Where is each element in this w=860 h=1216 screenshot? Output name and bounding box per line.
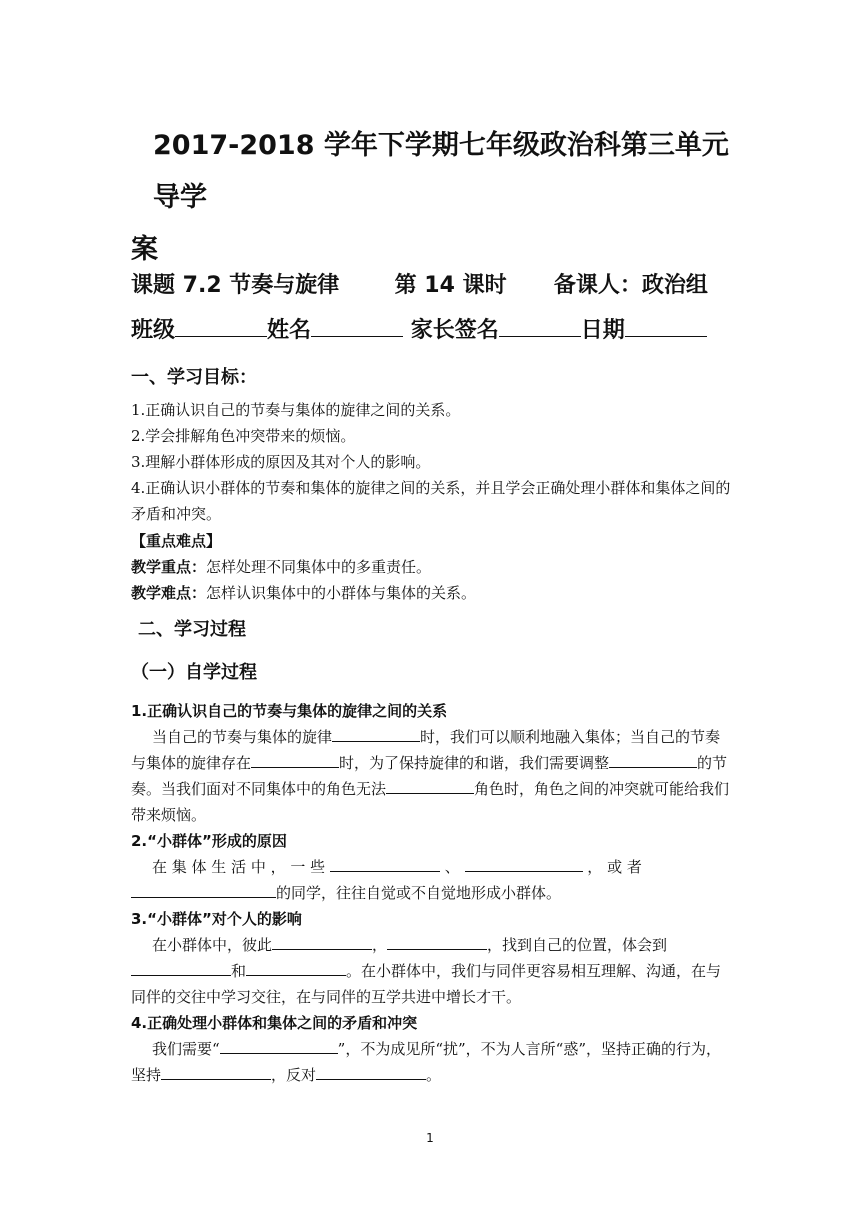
fill-blank[interactable]: [246, 960, 346, 976]
difficulty-text: 怎样认识集体中的小群体与集体的关系。: [206, 584, 477, 602]
fill-blank[interactable]: [161, 1064, 271, 1080]
goal-item: 2.学会排解角色冲突带来的烦恼。: [131, 427, 356, 445]
goal-item: 4.正确认识小群体的节奏和集体的旋律之间的关系，并且学会正确处理小群体和集体之间的矛盾和冲突。: [131, 479, 731, 523]
name-label: 姓名: [267, 318, 312, 343]
class-blank[interactable]: [175, 314, 267, 337]
fill-blank[interactable]: [131, 960, 231, 976]
key-points: [131, 528, 731, 606]
section-4-text: 我们需要“ ”，不为成见所“扰”，不为人言所“惑”，坚持正确的行为，坚持 ，反对 。: [131, 1040, 722, 1084]
fill-blank[interactable]: [609, 752, 697, 768]
preparer-label: 备课人：政治组: [553, 273, 708, 298]
section-3-text: 在小群体中，彼此 ， ，找到自己的位置，体会到和 。在小群体中，我们与同伴更容易相互理解、沟通，在与同伴的交往中学习交往，在与同伴的互学共进中增长才干。: [131, 936, 722, 1006]
student-info-line: [131, 313, 731, 344]
date-label: 日期: [580, 318, 625, 343]
fill-blank[interactable]: [220, 1038, 338, 1054]
self-study-heading: （一）自学过程: [131, 662, 257, 683]
section-2-text: 在 集 体 生 活 中 ， 一 些 、 ， 或 者 的同学，往往自觉或不自觉地形成小群体。: [131, 854, 731, 906]
fill-blank[interactable]: [332, 726, 420, 742]
section-1-text: 当自己的节奏与集体的旋律 时，我们可以顺利地融入集体；当自己的节奏与集体的旋律存在 时，为了保持旋律的和谐，我们需要调整 的节奏。当我们面对不同集体中的角色无法 角色时，角色之间的冲突就可能给我们带来烦恼。: [131, 728, 730, 824]
title-line-2: 案: [131, 234, 158, 265]
parent-signature-label: 家长签名: [410, 318, 499, 343]
date-blank[interactable]: [625, 314, 707, 337]
fill-blank[interactable]: [316, 1064, 426, 1080]
document-title: [131, 120, 731, 276]
fill-blank[interactable]: [465, 856, 583, 872]
page-number: 1: [426, 1131, 434, 1145]
section-4: [131, 1010, 731, 1088]
fill-blank[interactable]: [387, 934, 487, 950]
goals-list: [131, 397, 731, 527]
key-heading: 【重点难点】: [131, 532, 222, 550]
section-2-title: 2.“小群体”形成的原因: [131, 832, 287, 850]
section-1-title: 1.正确认识自己的节奏与集体的旋律之间的关系: [131, 702, 448, 720]
goals-heading: 一、学习目标：: [131, 367, 257, 388]
title-line-1: 2017-2018 学年下学期七年级政治科第三单元导学: [153, 130, 729, 213]
section-4-title: 4.正确处理小群体和集体之间的矛盾和冲突: [131, 1014, 418, 1032]
period-label: 第 14 课时: [394, 273, 507, 298]
lesson-label: 课题 7.2 节奏与旋律: [131, 273, 340, 298]
fill-blank[interactable]: [272, 934, 372, 950]
process-heading: 二、学习过程: [138, 619, 246, 640]
parent-signature-blank[interactable]: [499, 314, 581, 337]
goal-item: 3.理解小群体形成的原因及其对个人的影响。: [131, 453, 431, 471]
fill-blank[interactable]: [386, 778, 474, 794]
lesson-info-line: [131, 268, 731, 299]
section-2: [131, 828, 731, 906]
difficulty-label: 教学难点：: [131, 584, 207, 602]
fill-blank[interactable]: [330, 856, 440, 872]
section-3-title: 3.“小群体”对个人的影响: [131, 910, 302, 928]
section-3: [131, 906, 731, 1010]
fill-blank[interactable]: [131, 882, 276, 898]
class-label: 班级: [131, 318, 176, 343]
focus-text: 怎样处理不同集体中的多重责任。: [206, 558, 432, 576]
name-blank[interactable]: [311, 314, 403, 337]
fill-blank[interactable]: [251, 752, 339, 768]
focus-label: 教学重点：: [131, 558, 207, 576]
goal-item: 1.正确认识自己的节奏与集体的旋律之间的关系。: [131, 401, 461, 419]
section-1: [131, 698, 731, 828]
